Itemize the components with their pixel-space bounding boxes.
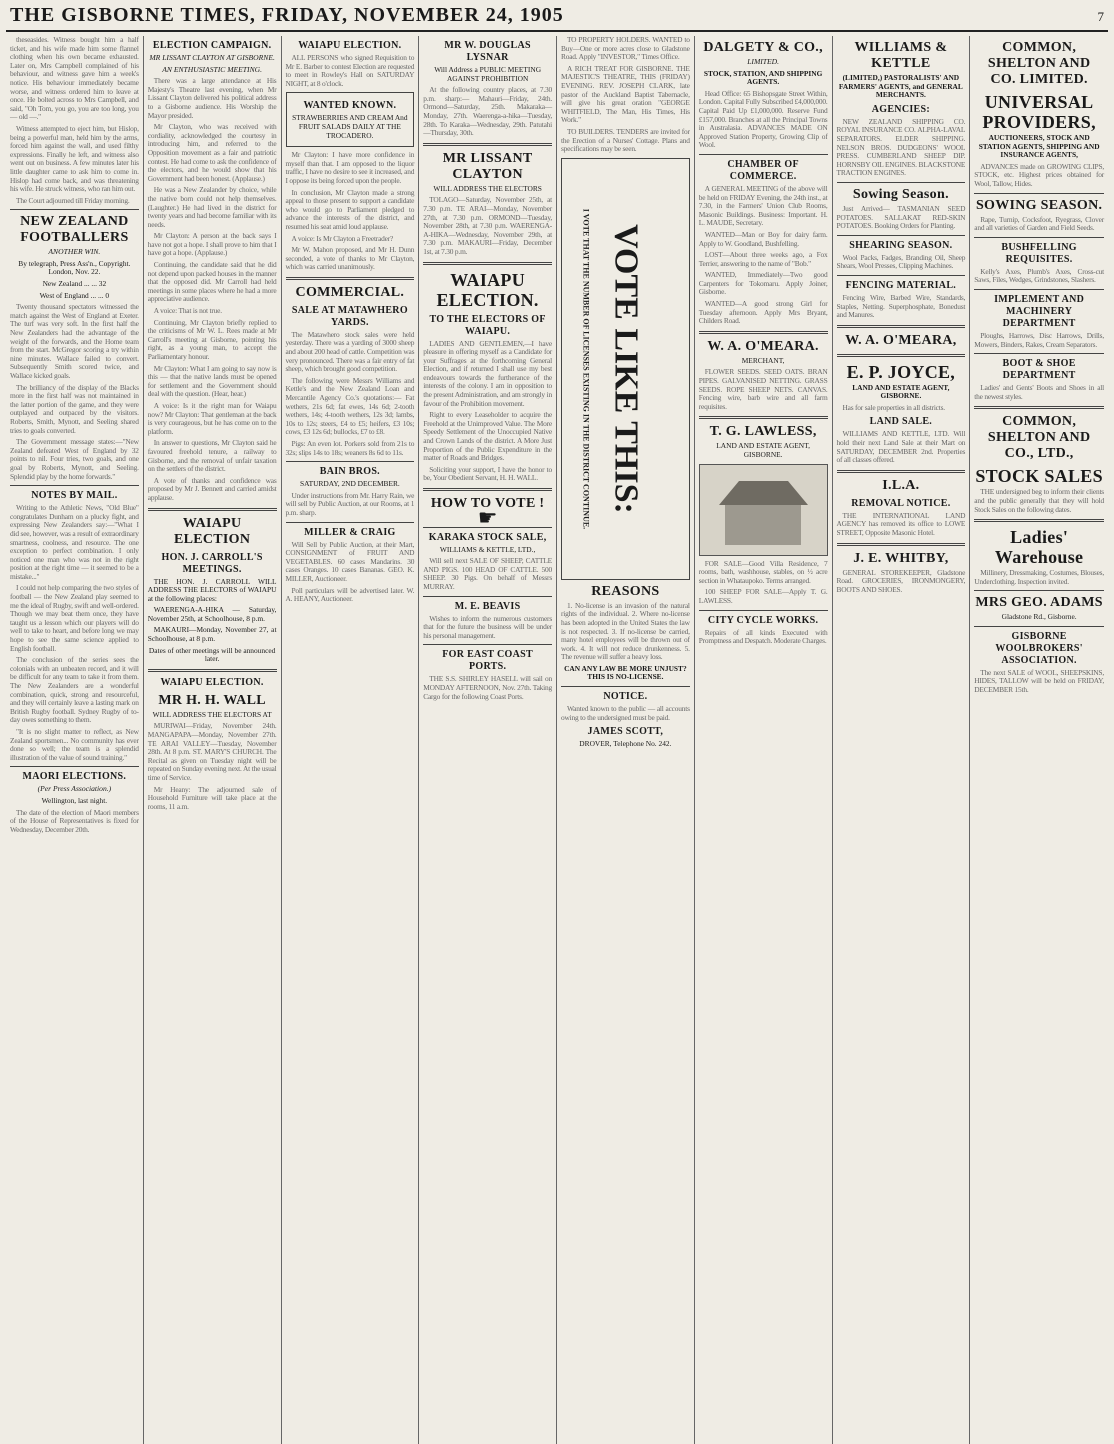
matawhero-sale-heading: SALE AT MATAWHERO YARDS. (291, 304, 408, 328)
house-illustration (699, 464, 828, 556)
omeara-heading: W. A. O'MEARA. (707, 338, 819, 354)
masthead (6, 4, 1108, 32)
universal-heading: UNIVERSAL PROVIDERS, (982, 92, 1096, 132)
lysnar-sub: Will Address a PUBLIC MEETING AGAINST PROHIBITION (434, 65, 542, 83)
east-coast-heading: FOR EAST COAST PORTS. (442, 649, 533, 673)
nz-footballers-subheading: ANOTHER WIN. (48, 247, 101, 257)
how-to-vote: HOW TO VOTE ! (430, 496, 545, 511)
james-scott: JAMES SCOTT, (587, 726, 664, 738)
miller-craig: MILLER & CRAIG (304, 526, 396, 538)
bushfelling-heading: BUSHFELLING REQUISITES. (1001, 241, 1077, 265)
lawless-heading: T. G. LAWLESS, (709, 424, 817, 440)
ballot-line: I VOTE THAT THE NUMBER OF LICENSES EXISTING IN THE DISTRICT CONTINUE. (581, 208, 591, 529)
column-4: MR W. DOUGLAS LYSNAR Will Address a PUBLIC MEETING AGAINST PROHIBITION At the following country places, at 7.30 p.m. sharp:— Mahauri—Friday, 24th. Ormond—Saturday, 25th. Makaraka—Monday, 27th. Waerenga-a-hika—Tuesday, 28th. To Karaka—Wednesday, 29th. Patutahi—Thursday, 30th. MR LISSANT CLAYTON WILL ADDRESS THE ELECTORS TOLAGO—Saturday, November 25th, at 7.30 p.m. TE ARAI—Monday, November 27th, at 7.30 p.m. ORMOND—Tuesday, November 28th, at 7.30 p.m. WAERENGA-A-HIKA—Wednesday, November 29th, at 7.30 p.m. MAKAURI—Friday, December 1st, at 7.30 p.m. WAIAPU ELECTION. TO THE ELECTORS OF WAIAPU. LADIES AND GENTLEMEN,—I have pleasure in offering myself as a Candidate for your Suffrages at the forthcoming General Election, and if returned I shall use my best endeavours towards the furtherance of the interests of the colony. I am in opposition to the present Administration, and am strongly in favour of the Prohibition movement. Right to every Leaseholder to acquire the Freehold at the Unimproved Value. The More Speedy Settlement of the Unoccupied Native and Crown Lands of the district. A More Just Proportion of the Public Expenditure in the matter of Roads and Bridges. Soliciting your support, I have the honor to be, Your Obedient Servant, H. H. WALL. HOW TO VOTE ! ☛ KARAKA STOCK SALE, WILLIAMS & KETTLE, LTD., Will sell next SALE OF SHEEP, CATTLE AND PIGS. 100 HEAD OF CATTLE. 500 SHEEP. 30 Pigs. On behalf of Messrs MURRAY. M. E. BEAVIS Wishes to inform the numerous customers that for the future the business will be under his personal management. FOR EAST COAST PORTS. THE S.S. SHIRLEY HASELL will sail on MONDAY AFTERNOON, Nov. 27th. Taking Cargo for the following Coast Ports. (419, 36, 557, 1444)
column-2: ELECTION CAMPAIGN. MR LISSANT CLAYTON AT GISBORNE. AN ENTHUSIASTIC MEETING. There was a large attendance at His Majesty's Theatre last evening, when Mr Lissant Clayton delivered his political address to a Gisborne audience. His Worship the Mayor presided. Mr Clayton, who was received with cordiality, acknowledged the courtesy in introducing him, and referred to the Opposition movement as a fair and patriotic contest. He had come to ask the confidence of the electors, and he would show that his Government had been honest. (Applause.) He was a New Zealander by choice, while the native born could not help themselves. (Laughter.) He had lived in the district for twenty years and had become familiar with its needs. Mr Clayton: A person at the back says I have not got a hope. I shall prove to him that I have got a hope. (Applause.) Continuing, the candidate said that he did not depend upon packed houses in the manner that the opposed did. Mr Carroll had held meetings in some places where he had a more appreciative audience. A voice: That is not true. Continuing, Mr Clayton briefly replied to the criticisms of Mr W. L. Rees made at Mr Carroll's meeting at Gisborne, pointing his right, as a young man, to accept the Parliamentary honour. Mr Clayton: What I am going to say now is this — that the native lands must be opened for settlement and the Government should deal with the question. (Hear, hear.) A voice: Is it the right man for Waiapu now? Mr Clayton: That gentleman at the back is very courageous, but he has come on to the platform. In answer to questions, Mr Clayton said he favoured freehold tenure, a railway to Gisborne, and the removal of unfair taxation on the settlers of the district. A vote of thanks and confidence was proposed by Mr J. Bennett and carried amidst applause. WAIAPU ELECTION HON. J. CARROLL'S MEETINGS. THE HON. J. CARROLL WILL ADDRESS THE ELECTORS of WAIAPU at the following places: WAERENGA-A-HIKA — Saturday, November 25th, at Schoolhouse, 8 p.m. MAKAURI—Monday, November 27, at Schoolhouse, at 8 p.m. Dates of other meetings will be announced later. WAIAPU ELECTION. MR H. H. WALL WILL ADDRESS THE ELECTORS AT MURIWAI—Friday, November 24th. MANGAPAPA—Monday, November 27th. TE ARAI VALLEY—Tuesday, November 28th. At 8 p.m. ST. MARY'S CHURCH. The Recital as given on Tuesday night will be repeated on Sunday evening next. At the usual time of Service. Mr Heany: The adjourned sale of Household Furniture will take place at the rooms, 11 a.m. (144, 36, 282, 1444)
carroll-dates: Dates of other meetings will be announced later. (148, 645, 276, 664)
dalgety-heading: DALGETY & CO., (703, 40, 823, 55)
wanted-known-heading: WANTED KNOWN. (303, 100, 397, 112)
bain-bros-heading: BAIN BROS. (319, 466, 380, 478)
joyce-sub: LAND AND ESTATE AGENT, GISBORNE. (852, 382, 950, 401)
universal-sub: AUCTIONEERS, STOCK AND STATION AGENTS, SHIPPING AND INSURANCE AGENTS, (978, 133, 1100, 160)
sale-date: SATURDAY, 2ND DECEMBER. (299, 479, 400, 489)
waipau-election-heading: WAIAPU ELECTION (173, 515, 251, 547)
stock-sales-heading: STOCK SALES (975, 466, 1103, 487)
joyce-heading: E. P. JOYCE, (846, 361, 956, 382)
score-line-2: West of England ... ... 0 (39, 290, 110, 300)
column-3: WAIAPU ELECTION. ALL PERSONS who signed Requisition to Mr E. Barber to contest Election are requested to meet in Rowley's Hall on SATURDAY NIGHT, at 8 o'clock. WANTED KNOWN. STRAWBERRIES AND CREAM And FRUIT SALADS DAILY AT THE TROCADERO. Mr Clayton: I have more confidence in myself than that. I am opposed to the liquor traffic, I have no desire to see it increased, and I oppose its being forced upon the people. In conclusion, Mr Clayton made a strong appeal to those present to support a candidate who would go to Parliament pledged to advance the interests of the district, and resumed his seat amid loud applause. A voice: Is Mr Clayton a Freetrader? Mr W. Mahon proposed, and Mr H. Dunn seconded, a vote of thanks to Mr Clayton, which was carried unanimously. COMMERCIAL. SALE AT MATAWHERO YARDS. The Matawhero stock sales were held yesterday. There was a yarding of 3000 sheep and about 200 head of cattle. Competition was very pronounced. There was a fair entry of fat sheep, which brought good competition. The following were Messrs Williams and Kettle's and the New Zealand Loan and Mercantile Agency Co.'s quotations:— Fat wethers, 21s 6d; fat ewes, 14s 6d; 2-tooth wethers, 14s; 4-tooth wethers, 12s 3d; lambs, 10s to 12s; steers, £4 to £5; heifers, £3 10s; cows, £3 12s 6d; bullocks, £7 to £8. Pigs: An even lot. Porkers sold from 21s to 32s; slips 14s to 18s; weaners 8s 6d to 11s. BAIN BROS. SATURDAY, 2ND DECEMBER. Under instructions from Mr. Harry Rain, we will sell by Public Auction, at our Rooms, at 1 p.m. sharp. MILLER & CRAIG Will Sell by Public Auction, at their Mart, CONSIGNMENT of FRUIT AND VEGETABLES. 60 cases Mandarins. 30 cases Oranges. 10 cases Bananas. GEO. K. MILLER, Auctioneer. Poll particulars will be advertised later. W. A. HEANY, Auctioneer. (282, 36, 420, 1444)
carroll-place-1: WAERENGA-A-HIKA — Saturday, November 25th, at Schoolhouse, 8 p.m. (147, 605, 277, 623)
omeara-sub: MERCHANT, (741, 355, 785, 365)
wk-heading: WILLIAMS & KETTLE (854, 40, 948, 71)
boot-heading: BOOT & SHOE DEPARTMENT (1002, 358, 1076, 382)
maori-elections-sub: (Per Press Association.) (37, 784, 112, 794)
to-electors: TO THE ELECTORS OF WAIAPU. (429, 313, 546, 337)
masthead-title: THE GISBORNE TIMES, FRIDAY, NOVEMBER 24, 1905 (10, 4, 564, 26)
column-7: WILLIAMS & KETTLE (LIMITED,) PASTORALISTS' AND FARMERS' AGENTS, and GENERAL MERCHANTS. AGENCIES: NEW ZEALAND SHIPPING CO. ROYAL INSURANCE CO. ALPHA-LAVAL SEPARATORS. ELDER SHIPPING. NELSON BROS. DUDGEONS' WOOL PRESS. CUMBERLAND SHEEP DIP. HORNSBY OIL ENGINES. BLACKSTONE TRACTION ENGINES. Sowing Season. Just Arrived— TASMANIAN SEED POTATOES. SALLAKAT RED-SKIN POTATOES. Booking Orders for Planting. SHEARING SEASON. Wool Packs, Fadges, Branding Oil, Sheep Shears, Wool Presses, Clipping Machines. FENCING MATERIAL. Fencing Wire, Barbed Wire, Standards, Staples, Netting. Superphosphate, Bonedust and Manures. W. A. O'MEARA, E. P. JOYCE, LAND AND ESTATE AGENT, GISBORNE. Has for sale properties in all districts. LAND SALE. WILLIAMS AND KETTLE, LTD. Will hold their next Land Sale at their Mart on SATURDAY, DECEMBER 2nd. Properties of all classes offered. I.L.A. REMOVAL NOTICE. THE INTERNATIONAL LAND AGENCY has removed its office to LOWE STREET, Opposite Masonic Hotel. J. E. WHITBY, GENERAL STOREKEEPER, Gladstone Road. GROCERIES, IRONMONGERY, BOOTS AND SHOES. (833, 36, 971, 1444)
vote-like-this-block (561, 158, 690, 580)
column-5: TO PROPERTY HOLDERS. WANTED to Buy—One or more acres close to Gladstone Road. Apply "INVESTOR," Times Office. A RICH TREAT FOR GISBORNE. THE MAJESTIC'S THEATRE, THIS (FRIDAY) EVENING. REV. JOSEPH CLARK, late pastor of the Auckland Baptist Tabernacle, will give his great oration "GEORGE WHITFIELD, The Man, His Times, His Work." TO BUILDERS. TENDERS are invited for the Erection of a Nurses' Cottage. Plans and specifications may be seen. VOTE LIKE THIS: I VOTE THAT THE NUMBER OF LICENSES EXISTING IN THE DISTRICT CONTINUE. REASONS 1. No-license is an invasion of the natural rights of the individual. 2. Where no-license has been adopted in the United States the law is not respected. 3. If no-license be carried, many hotel employees will be thrown out of work. 4. It will not reduce drunkenness. 5. The revenue will suffer a heavy loss. CAN ANY LAW BE MORE UNJUST? THIS IS NO-LICENSE. NOTICE. Wanted known to the public — all accounts owing to the undersigned must be paid. JAMES SCOTT, DROVER, Telephone No. 242. (557, 36, 695, 1444)
removal-heading: REMOVAL NOTICE. (851, 497, 951, 509)
adams-heading: MRS GEO. ADAMS (975, 595, 1103, 611)
woolbrokers-heading: GISBORNE WOOLBROKERS' ASSOCIATION. (995, 630, 1083, 666)
page-number: 7 (1097, 9, 1104, 24)
waipau-big-heading: WAIAPU ELECTION. (436, 269, 539, 310)
dalgety-sub2: STOCK, STATION, AND SHIPPING AGENTS. (703, 68, 823, 87)
maori-elections-heading: MAORI ELECTIONS. (22, 771, 127, 783)
vote-like-this-heading: VOTE LIKE THIS: (607, 223, 645, 514)
city-cycle-heading: CITY CYCLE WORKS. (707, 614, 819, 626)
nz-footballers-heading: NEW ZEALAND FOOTBALLERS (20, 214, 129, 246)
fencing-heading: FENCING MATERIAL. (845, 279, 957, 291)
reasons-heading: REASONS (591, 583, 660, 599)
notice-heading: NOTICE. (603, 691, 648, 703)
column-6: DALGETY & CO., LIMITED. STOCK, STATION, AND SHIPPING AGENTS. Head Office: 65 Bishopsgate Street Within, London. Capital Fully Subscribed £4,000,000. Capital Paid Up £1,000,000. Reserve Fund £157,000. Branches at all the Principal Towns in Australasia. ADVANCES MADE ON Approved Station Property, Growing Clip of Wool. CHAMBER OF COMMERCE. A GENERAL MEETING of the above will be held on FRIDAY Evening, the 24th inst., at 7.30, in the Farmers' Union Club Rooms, Masonic Buildings. Business: Important. H. L. MAUDE, Secretary. WANTED—Man or Boy for dairy farm. Apply to W. Goodland, Bushfelling. LOST—About three weeks ago, a Fox Terrier, answering to the name of "Bob." WANTED, Immediately—Two good Carpenters for Tokomaru. Apply Joiner, Gisborne. WANTED—A good strong Girl for Tuesday afternoon. Apply Mrs Bryant, Childers Road. W. A. O'MEARA. MERCHANT, FLOWER SEEDS. SEED OATS. BRAN PIPES. GALVANISED NETTING. GRASS SEEDS. ROPE SHEEP NETS. CANVAS. Fencing wire, barb wire and all farm requisites. T. G. LAWLESS, LAND AND ESTATE AGENT, GISBORNE. FOR SALE—Good Villa Residence, 7 rooms, bath, washhouse, stables, on ½ acre section in Whataupoko. Terms arranged. 100 SHEEP FOR SALE—Apply T. G. LAWLESS. CITY CYCLE WORKS. Repairs of all kinds Executed with Promptness and Despatch. Moderate Charges. (695, 36, 833, 1444)
dalgety-sub: LIMITED. (747, 57, 780, 66)
wall-heading: WAIAPU ELECTION. (160, 676, 264, 688)
land-sale-heading: LAND SALE. (869, 416, 933, 428)
publicity-heading: WAIAPU ELECTION. (298, 40, 402, 51)
trocadero-box (286, 92, 415, 147)
chamber-heading: CHAMBER OF COMMERCE. (727, 158, 799, 182)
ila-heading: I.L.A. (882, 477, 920, 493)
campaign-sub: MR LISSANT CLAYTON AT GISBORNE. (149, 53, 275, 62)
columns (6, 36, 1108, 1444)
carroll-text: THE HON. J. CARROLL WILL ADDRESS THE ELECTORS of WAIAPU at the following places: (147, 576, 277, 603)
score-line-1: New Zealand ... ... 32 (42, 279, 107, 289)
wk-sub: (LIMITED,) PASTORALISTS' AND FARMERS' AGENTS, and GENERAL MERCHANTS. (838, 73, 963, 100)
campaign-sub2: AN ENTHUSIASTIC MEETING. (162, 64, 263, 74)
lysnar-heading: MR W. DOUGLAS LYSNAR (444, 40, 531, 63)
sowing-season-heading: SOWING SEASON. (975, 197, 1103, 213)
lawless-sub: LAND AND ESTATE AGENT, GISBORNE. (716, 441, 810, 459)
common2-heading: COMMON, SHELTON AND CO., LTD., (987, 414, 1091, 462)
sowing-heading: Sowing Season. (852, 186, 949, 202)
pointing-hand-icon: ☛ (477, 505, 498, 530)
whitby-heading: J. E. WHITBY, (853, 550, 949, 566)
bevis-heading: M. E. BEAVIS (454, 600, 521, 612)
campaign-heading: ELECTION CAMPAIGN. (152, 40, 272, 51)
common-heading: COMMON, SHELTON AND CO. LIMITED. (987, 40, 1091, 87)
clayton-heading: MR LISSANT CLAYTON (442, 150, 533, 182)
wall-text: WILL ADDRESS THE ELECTORS AT (152, 709, 272, 719)
shearing-heading: SHEARING SEASON. (849, 239, 953, 251)
clayton-sub: WILL ADDRESS THE ELECTORS (433, 183, 542, 193)
column-1: theseasides. Witness bought him a half ticket, and his wife made him some flannel clothing when his own became exhausted. Later on, Mrs Campbell complained of his behaviour, and witness gave him a week's notice. His behaviour immediately became worse, and witness ordered him to leave at once. He bolted across to Mrs Campbell, and said, "Oh Tom, you go, you are too long, you — old —." Witness attempted to eject him, but Hislop, being a powerful man, held him by the arms, forced him against the wall, and used filthy expressions. Finally he left, and witness also went out on business. A few minutes later his little daughter came to ask him to come in. Hislop had come back, and was threatening his wife. He struck witness, who ran him out. The Court adjourned till Friday morning. NEW ZEALAND FOOTBALLERS ANOTHER WIN. By telegraph, Press Ass'n., Copyright. London, Nov. 22. New Zealand ... ... 32 West of England ... ... 0 Twenty thousand spectators witnessed the match against the West of England at Exeter. The turf was very soft. In the first half the New Zealanders had the advantage of the weight of the forwards, and the Home team from the start. McGregor scoring a try within nine minutes. Wallace failed to convert. Subsequently Smith scored twice, and Wallace kicked goals. The brilliancy of the display of the Blacks more in the first half was not maintained in the latter portion of the game, and they were outplayed and outpaced by the visitors. Roberts, Smith, Mynott, and Seeling shared tries to goals converted. The Government message states:—"New Zealand defeated West of England by 32 points to nil. Four tries, two goals, and one goal by Roberts, Mynott, and Seeling. Splendid play by the home forwards." NOTES BY MAIL. Writing to the Athletic News, "Old Blue" congratulates Dunham on a plucky fight, and expressing New Zealanders say:—"What I did see, however, was a result of extraordinary smartness, coolness, and resource. The one exception to perfect combination. I only noticed one man who was not in the right position at the right time — it seemed to be a mistake..." I could not help comparing the two styles of football — the New Zealand play seemed to me the ideal of Rugby, swift and well-ordered. Though we may beat them once, they have taught us a lesson which our players will do well to take to heart, and before long we may hope to see the same science applied to English football. The conclusion of the series sees the colonials with an unbeaten record, and it will be difficult for any team to take it from them. The New Zealanders are a wonderful combination, quick, strong and resourceful, and they will certainly leave a lasting mark on British Rugby football. Sydney Rugby of to-day owes something to them. "It is no slight matter to reflect, as New Zealand sportsmen... No community has ever done so well; the team is a splendid illustration of the value of sound training." MAORI ELECTIONS. (Per Press Association.) Wellington, last night. The date of the election of Maori members of the House of Representatives is fixed for Wednesday, December 20th. (6, 36, 144, 1444)
wall-sub: MR H. H. WALL (158, 692, 266, 708)
omeara2-heading: W. A. O'MEARA, (845, 332, 957, 348)
karaka-sub: WILLIAMS & KETTLE, LTD., (439, 544, 536, 554)
commercial-heading: COMMERCIAL. (295, 284, 405, 300)
carroll-place-2: MAKAURI—Monday, November 27, at Schoolhouse, at 8 p.m. (147, 625, 277, 644)
implement-heading: IMPLEMENT AND MACHINERY DEPARTMENT (994, 293, 1085, 329)
maori-place: Wellington, last night. (41, 795, 108, 805)
notes-heading: NOTES BY MAIL. (31, 490, 118, 502)
column-8: COMMON, SHELTON AND CO. LIMITED. UNIVERSAL PROVIDERS, AUCTIONEERS, STOCK AND STATION AGENTS, SHIPPING AND INSURANCE AGENTS, ADVANCES made on GROWING CLIPS, STOCK, etc. Highest prices obtained for Wool, Tallow, Hides. SOWING SEASON. Rape, Turnip, Cocksfoot, Ryegrass, Clover and all varieties of Garden and Field Seeds. BUSHFELLING REQUISITES. Kelly's Axes, Plumb's Axes, Cross-cut Saws, Files, Wedges, Grindstones, Slashers. IMPLEMENT AND MACHINERY DEPARTMENT Ploughs, Harrows, Disc Harrows, Drills, Mowers, Binders, Rakes, Cream Separators. BOOT & SHOE DEPARTMENT Ladies' and Gents' Boots and Shoes in all the newest styles. COMMON, SHELTON AND CO., LTD., STOCK SALES THE undersigned beg to inform their clients and the public generally that they will hold Stock Sales on the following dates. Ladies' Warehouse Millinery, Dressmaking, Costumes, Blouses, Underclothing. Inspection invited. MRS GEO. ADAMS Gladstone Rd., Gisborne. GISBORNE WOOLBROKERS' ASSOCIATION. The next SALE of WOOL, SHEEPSKINS, HIDES, TALLOW will be held on FRIDAY, DECEMBER 15th. (974, 40, 1104, 695)
carroll-meetings: HON. J. CARROLL'S MEETINGS. (161, 551, 263, 575)
agencies-heading: AGENCIES: (871, 103, 931, 115)
trocadero-text: STRAWBERRIES AND CREAM And FRUIT SALADS DAILY AT THE TROCADERO. (292, 113, 408, 140)
telegraph-line: By telegraph, Press Ass'n., Copyright. London, Nov. 22. (18, 258, 131, 277)
karaka-sale: KARAKA STOCK SALE, (428, 531, 547, 543)
ladies-warehouse-heading: Ladies' Warehouse (994, 527, 1084, 568)
